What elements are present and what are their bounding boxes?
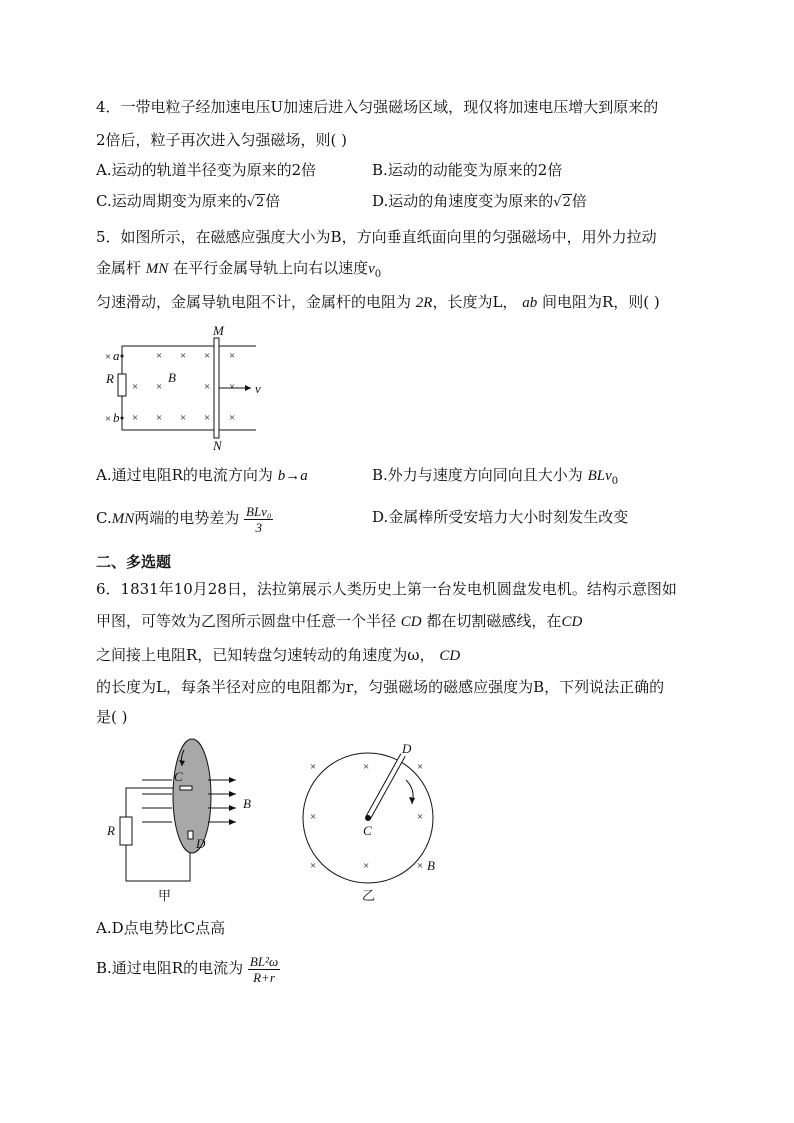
label-b: B: [243, 796, 251, 811]
label-field-b: B: [168, 370, 176, 385]
svg-text:×: ×: [180, 412, 187, 424]
q5-option-c: C.MN两端的电势差为 $\frac{\text{BLv₀}}{3}$: [96, 503, 272, 535]
label-c: C: [174, 769, 183, 784]
fraction: $\frac{\text{BL²ω}}{R+r}$: [249, 953, 279, 985]
section-title: 二、多选题: [96, 553, 172, 571]
q6-line2: 甲图，可等效为乙图所示圆盘中任意一个半径 CD 都在切割磁感线，在CD: [96, 612, 583, 630]
fraction: $\frac{\text{BLv₀}}{3}$: [246, 503, 272, 535]
q6-line3: 之间接上电阻R，已知转盘匀速转动的角速度为ω， CD: [96, 646, 461, 664]
svg-text:×: ×: [156, 381, 163, 393]
label-c: C: [363, 823, 372, 838]
label-n: N: [213, 438, 222, 453]
q6-option-a: A.D点电势比C点高: [96, 919, 226, 937]
caption-jia: 甲: [158, 888, 172, 903]
svg-text:×: ×: [417, 860, 424, 872]
svg-text:×: ×: [310, 860, 317, 872]
resistor-r: [120, 817, 132, 845]
svg-text:×: ×: [310, 761, 317, 773]
q5-option-a: A.通过电阻R的电流方向为 b→a: [96, 466, 308, 484]
svg-text:×: ×: [204, 381, 211, 393]
velocity-arrow-icon: [245, 385, 251, 391]
rod-mn: [214, 338, 219, 438]
sqrt-2: √2: [553, 195, 571, 210]
label-b: b: [113, 410, 120, 425]
q5-line2: 金属杆 MN 在平行金属导轨上向右以速度$v_0$: [96, 259, 382, 280]
q6-figure-jia-disc-generator: [100, 736, 270, 908]
caption-yi: 乙: [362, 888, 376, 903]
svg-text:×: ×: [229, 350, 236, 362]
q4-option-c: C.运动周期变为原来的√2倍: [96, 191, 280, 213]
center-c: [365, 815, 371, 821]
svg-text:×: ×: [310, 811, 317, 823]
q5-line3: 匀速滑动，金属导轨电阻不计，金属杆的电阻为 2R，长度为L， ab 间电阻为R，则( ): [96, 293, 660, 311]
q5-option-d: D.金属棒所受安培力大小时刻发生改变: [372, 508, 629, 526]
sqrt-2: √2: [246, 195, 265, 210]
svg-text:×: ×: [105, 351, 112, 363]
q6-line1: 6．1831年10月28日，法拉第展示人类历史上第一台发电机圆盘发电机。结构示意图如: [96, 580, 677, 598]
q4-line2: 2倍后，粒子再次进入匀强磁场，则( ): [96, 131, 348, 149]
label-r: R: [106, 371, 114, 386]
svg-text:×: ×: [156, 350, 163, 362]
q6-option-b: B.通过电阻R的电流为 $\frac{\text{BL²ω}}{R+r}$: [96, 953, 279, 985]
svg-text:×: ×: [180, 350, 187, 362]
svg-text:×: ×: [204, 350, 211, 362]
q4-option-d: D.运动的角速度变为原来的√2倍: [372, 191, 587, 213]
svg-text:×: ×: [363, 761, 370, 773]
label-d: D: [196, 836, 206, 851]
label-m: M: [213, 323, 224, 338]
q5-figure-rail-circuit: [100, 322, 270, 454]
svg-text:×: ×: [363, 860, 370, 872]
svg-text:×: ×: [132, 381, 139, 393]
label-v: v: [255, 381, 261, 396]
svg-text:×: ×: [417, 811, 424, 823]
resistor-r: [118, 374, 126, 396]
q6-figure-yi-disc-top-view: [296, 736, 446, 908]
q5-option-b: B.外力与速度方向同向且大小为 BLv$_0$: [372, 466, 619, 487]
svg-text:×: ×: [105, 413, 112, 425]
q6-line5: 是( ): [96, 708, 128, 726]
label-b: B: [427, 858, 435, 873]
q4-option-a: A.运动的轨道半径变为原来的2倍: [96, 161, 317, 179]
q4-line1: 4．一带电粒子经加速电压U加速后进入匀强磁场区域，现仅将加速电压增大到原来的: [96, 98, 659, 116]
q5-line1: 5．如图所示，在磁感应强度大小为B，方向垂直纸面向里的匀强磁场中，用外力拉动: [96, 228, 657, 246]
label-d: D: [402, 741, 412, 756]
svg-text:×: ×: [156, 412, 163, 424]
svg-text:×: ×: [229, 412, 236, 424]
label-r: R: [107, 823, 115, 838]
svg-text:×: ×: [132, 412, 139, 424]
q4-option-b: B.运动的动能变为原来的2倍: [372, 161, 563, 179]
q6-line4: 的长度为L，每条半径对应的电阻都为r，匀强磁场的磁感应强度为B，下列说法正确的: [96, 678, 665, 696]
svg-text:×: ×: [229, 381, 236, 393]
svg-text:×: ×: [417, 761, 424, 773]
rotation-arrow-icon: [409, 797, 415, 804]
label-a: a: [113, 348, 120, 363]
svg-text:×: ×: [204, 412, 211, 424]
